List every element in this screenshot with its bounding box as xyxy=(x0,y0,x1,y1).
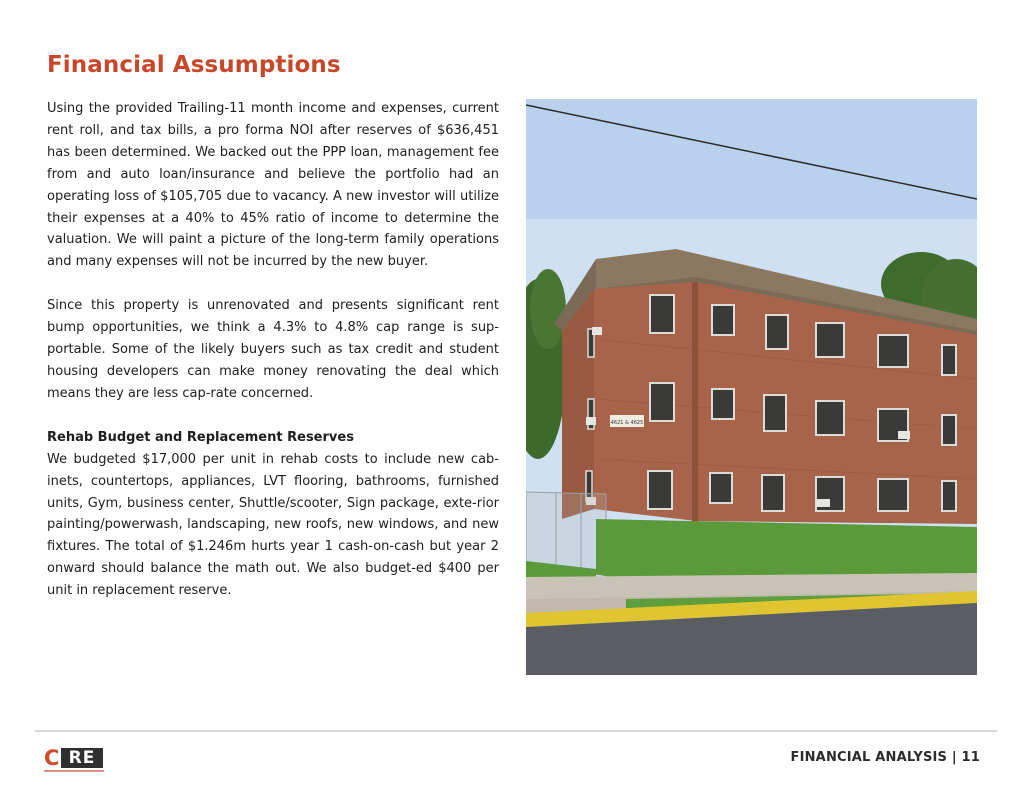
body-column xyxy=(47,98,499,602)
rehab-heading: Rehab Budget and Replacement Reserves xyxy=(47,429,354,445)
paragraph-noi: Using the provided Trailing-11 month income and expenses, current rent roll, and tax bills, a pro forma NOI after reserves of $636,451 has been determined. We backed out the PPP loan, management fee from and auto loan/insurance and believe the portfolio had an operating loss of $105,705 due to vacancy. A new investor will utilize their expenses at a 40% to 45% ratio of income to determine the valuation. We will paint a picture of the long-term family operations and many expenses will not be incurred by the new buyer. xyxy=(47,101,499,270)
paragraph-rehab: We budgeted $17,000 per unit in rehab costs to include new cab-inets, countertops, appliances, LVT flooring, bathrooms, furnished units, Gym, business center, Shuttle/scooter, Sign package, exte-rior painting/powerwash, landscaping, new roofs, new windows, and new fixtures. The total of $1.246m hurts year 1 cash-on-cash but year 2 onward should balance the math out. We also budget-ed $400 per unit in replacement reserve. xyxy=(47,451,499,599)
section-page-label: FINANCIAL ANALYSIS | 11 xyxy=(790,750,980,765)
footer-divider xyxy=(35,730,997,732)
logo-letter-c: C xyxy=(44,746,60,770)
paragraph-cap-rate: Since this property is unrenovated and presents significant rent bump opportunities, we think a 4.3% to 4.8% cap range is sup-portable. Some of the likely buyers such as tax credit and student housing developers can make money renovating the deal which means they are less cap-rate concerned. xyxy=(47,298,499,401)
page-title: Financial Assumptions xyxy=(47,52,341,78)
logo-underline xyxy=(44,770,104,772)
building-sign-text: 4621 & 4625 xyxy=(610,420,644,426)
property-photo xyxy=(526,99,977,675)
company-logo xyxy=(44,745,104,775)
logo-letters-re: RE xyxy=(61,748,103,768)
